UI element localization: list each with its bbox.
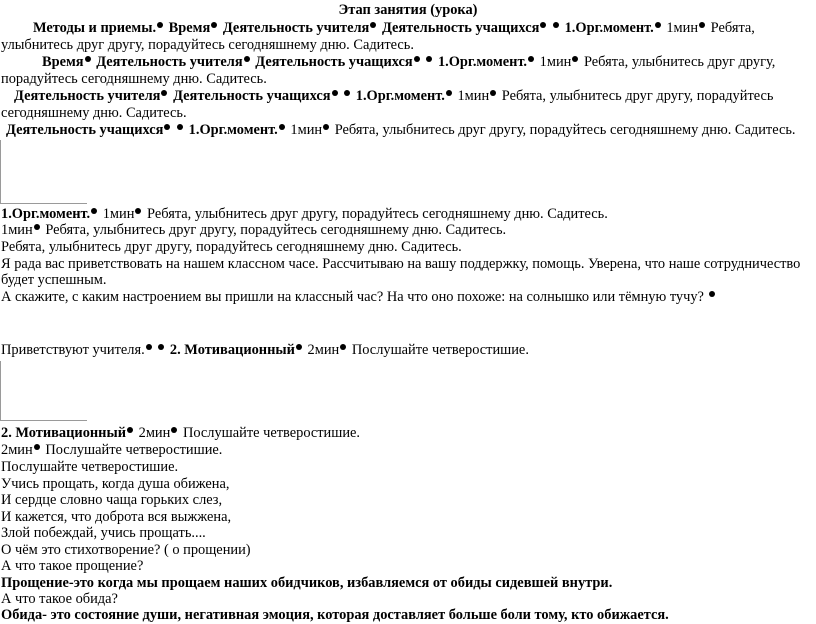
poem-line-4: Злой побеждай, учись прощать.... xyxy=(1,525,206,541)
cell-divider xyxy=(1,203,87,204)
bullet-icon xyxy=(446,90,452,96)
bullet-icon xyxy=(34,444,40,450)
header-row-3-cont: сегодняшнему дню. Садитесь. xyxy=(1,105,187,121)
bullet-icon xyxy=(85,56,91,62)
bullet-icon xyxy=(127,427,133,433)
bullet-icon xyxy=(164,124,170,130)
bullet-icon xyxy=(572,56,578,62)
poem-line-3: И кажется, что доброта вся выжжена, xyxy=(1,509,232,525)
header-row-2: Время Деятельность учителя Деятельность учащихся 1.Орг.момент. 1мин Ребята, улыбнитесь друг другу, xyxy=(42,54,776,70)
bullet-icon xyxy=(528,56,534,62)
bullet-icon xyxy=(490,90,496,96)
bullet-icon xyxy=(177,124,183,130)
block1-line-3: Ребята, улыбнитесь друг другу, порадуйтесь сегодняшнему дню. Садитесь. xyxy=(1,239,462,255)
bullet-icon xyxy=(161,90,167,96)
bullet-icon xyxy=(344,90,350,96)
bullet-icon xyxy=(135,208,141,214)
bullet-icon xyxy=(146,344,152,350)
question-2: А что такое прощение? xyxy=(1,558,144,574)
question-1: О чём это стихотворение? ( о прощении) xyxy=(1,542,251,558)
block1-line-5: будет успешным. xyxy=(1,272,107,288)
bullet-icon xyxy=(340,344,346,350)
header-row-3: Деятельность учителя Деятельность учащихся 1.Орг.момент. 1мин Ребята, улыбнитесь друг другу, порадуйтесь xyxy=(14,88,774,104)
bullet-icon xyxy=(211,22,217,28)
block1-line-1: 1.Орг.момент. 1мин Ребята, улыбнитесь друг другу, порадуйтесь сегодняшнему дню. Садитесь. xyxy=(1,206,608,222)
bullet-icon xyxy=(370,22,376,28)
block1-line-6: А скажите, с каким настроением вы пришли на классный час? На что оно похоже: на солнышко или тёмную тучу? xyxy=(1,289,717,306)
bullet-icon xyxy=(91,208,97,214)
poem-line-2: И сердце словно чаща горьких слез, xyxy=(1,492,223,508)
question-3: А что такое обида? xyxy=(1,591,118,607)
bullet-icon xyxy=(540,22,546,28)
bullet-icon xyxy=(655,22,661,28)
definition-forgiveness: Прощение-это когда мы прощаем наших обидчиков, избавляемся от обиды сидевшей внутри. xyxy=(1,575,613,591)
bullet-icon xyxy=(157,22,163,28)
bullet-icon xyxy=(414,56,420,62)
header-row-1-cont: улыбнитесь друг другу, порадуйтесь сегодняшнему дню. Садитесь. xyxy=(1,37,414,53)
block3-line-1: 2. Мотивационный 2мин Послушайте четверостишие. xyxy=(1,425,361,441)
block1-line-4: Я рада вас приветствовать на нашем классном часе. Рассчитываю на вашу поддержку, помощь. Уверена, что наше сотрудничество xyxy=(1,256,801,272)
bullet-icon xyxy=(158,344,164,350)
header-row-2-cont: порадуйтесь сегодняшнему дню. Садитесь. xyxy=(1,71,267,87)
block3-line-2: 2мин Послушайте четверостишие. xyxy=(1,442,223,458)
block3-line-3: Послушайте четверостишие. xyxy=(1,459,179,475)
bullet-icon xyxy=(244,56,250,62)
poem-line-1: Учись прощать, когда душа обижена, xyxy=(1,476,230,492)
block2-line-1: Приветствуют учителя. 2. Мотивационный 2мин Послушайте четверостишие. xyxy=(1,342,529,358)
bullet-icon xyxy=(323,124,329,130)
bullet-icon xyxy=(709,291,715,297)
empty-cell-frame xyxy=(0,361,87,421)
block1-line-2: 1мин Ребята, улыбнитесь друг другу, порадуйтесь сегодняшнему дню. Садитесь. xyxy=(1,222,507,238)
empty-cell-frame xyxy=(0,140,87,204)
bullet-icon xyxy=(426,56,432,62)
bullet-icon xyxy=(171,427,177,433)
bullet-icon xyxy=(296,344,302,350)
definition-resentment: Обида- это состояние души, негативная эмоция, которая доставляет больше боли тому, кто обижается. xyxy=(1,607,669,623)
bullet-icon xyxy=(699,22,705,28)
table-header-title: Этап занятия (урока) xyxy=(338,2,478,18)
bullet-icon xyxy=(553,22,559,28)
header-row-4: Деятельность учащихся 1.Орг.момент. 1мин Ребята, улыбнитесь друг другу, порадуйтесь сегодняшнему дню. Садитесь. xyxy=(6,122,796,138)
bullet-icon xyxy=(332,90,338,96)
bullet-icon xyxy=(34,224,40,230)
header-row-1: Методы и приемы. Время Деятельность учителя Деятельность учащихся 1.Орг.момент. 1мин Ребята, xyxy=(33,20,755,36)
cell-divider xyxy=(1,420,87,421)
bullet-icon xyxy=(279,124,285,130)
